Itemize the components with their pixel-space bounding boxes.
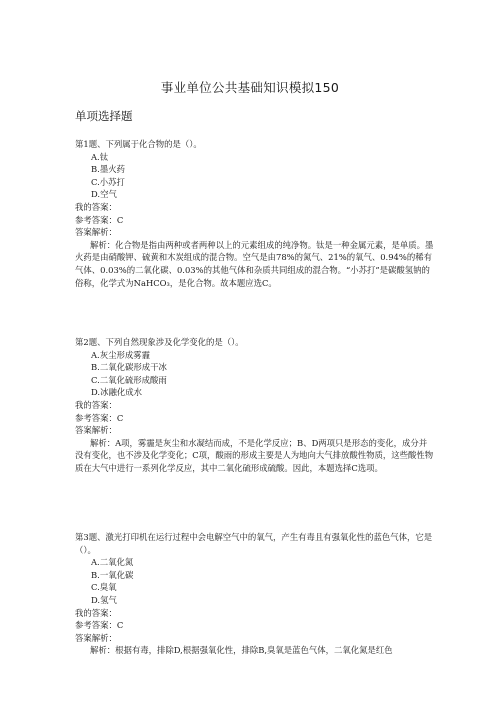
page-title: 事业单位公共基础知识模拟150 xyxy=(160,80,340,95)
analysis-text: 解析：根据有毒，排除D,根据强氧化性，排除B,臭氧是蓝色气体，二氧化氮是红色 xyxy=(90,645,393,656)
option-b: B.墨火药 xyxy=(91,164,125,175)
option-a: A.钛 xyxy=(91,151,109,162)
option-d: D.氢气 xyxy=(91,594,117,605)
analysis-label: 答案解析： xyxy=(75,632,117,643)
question-2 xyxy=(75,336,435,475)
option-a: A.灰尘形成雾霾 xyxy=(91,349,150,360)
option-c: C.二氧化硫形成酸雨 xyxy=(91,374,167,385)
option-d: D.冰融化成水 xyxy=(91,387,142,398)
option-b: B.一氧化碳 xyxy=(91,569,134,580)
analysis-label: 答案解析： xyxy=(75,227,117,238)
question-3 xyxy=(75,531,435,657)
question-stem: 第1题、下列属于化合物的是（）。 xyxy=(75,139,202,149)
my-answer-label: 我的答案： xyxy=(75,607,117,618)
option-d: D.空气 xyxy=(91,189,117,200)
option-c: C.臭氧 xyxy=(91,582,117,593)
my-answer-label: 我的答案： xyxy=(75,201,117,212)
analysis-text: 解析：化合物是指由两种或者两种以上的元素组成的纯净物。钛是一种金属元素，是单质。墨火药是由硝酸钾、硫黄和木炭组成的混合物。空气是由78%的氮气、21%的氧气、0.94%的稀有气体、0.03%的二氧化碳、0.03%的其他气体和杂质共同组成的混合物。“小苏打”是碳酸氢钠的俗称，化学式为NaHCO₃，是化合物。故本题应选C。 xyxy=(75,239,434,288)
reference-answer: 参考答案：C xyxy=(75,214,124,225)
option-a: A.二氧化氮 xyxy=(91,557,134,568)
analysis-label: 答案解析： xyxy=(75,425,117,436)
option-c: C.小苏打 xyxy=(91,176,125,187)
question-stem: 第3题、激光打印机在运行过程中会电解空气中的氧气，产生有毒且有强氧化性的蓝色气体，它是（）。 xyxy=(75,532,433,555)
question-1 xyxy=(75,138,435,289)
my-answer-label: 我的答案： xyxy=(75,399,117,410)
question-stem: 第2题、下列自然现象涉及化学变化的是（）。 xyxy=(75,337,244,347)
analysis-text: 解析：A项，雾霾是灰尘和水凝结而成，不是化学反应；B、D两项只是形态的变化，成分并没有变化，也不涉及化学变化；C项，酸雨的形成主要是人为地向大气排放酸性物质，这些酸性物质在大气中进行一系列化学反应，其中二氧化硫形成硫酸。因此，本题选择C选项。 xyxy=(75,437,434,473)
reference-answer: 参考答案：C xyxy=(75,412,124,423)
reference-answer: 参考答案：C xyxy=(75,620,124,631)
section-heading: 单项选择题 xyxy=(75,109,133,123)
option-b: B.二氧化碳形成干冰 xyxy=(91,362,167,373)
